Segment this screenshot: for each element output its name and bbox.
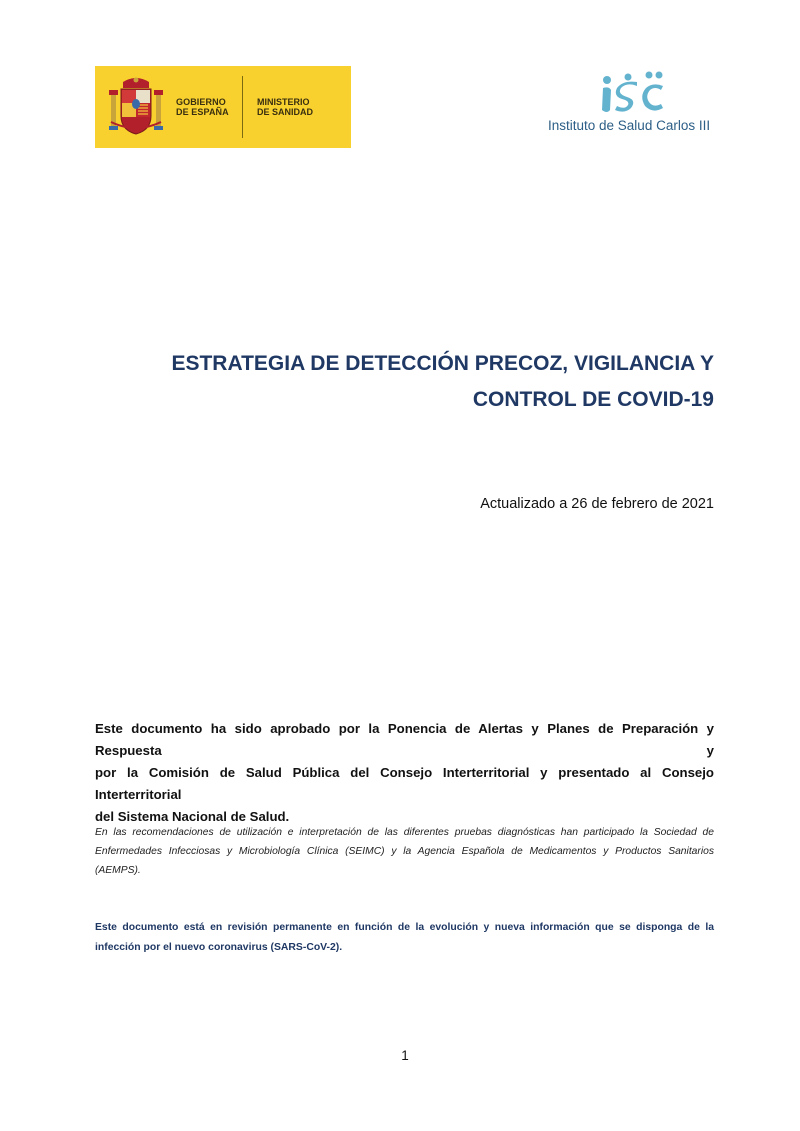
review-line-1: Este documento está en revisión permanente en función de la evolución y nueva información que se disponga de la xyxy=(95,922,714,933)
recommendation-line-1: En las recomendaciones de utilización e interpretación de las diferentes pruebas diagnósticas han participado la Sociedad de xyxy=(95,827,714,838)
review-notice xyxy=(95,918,714,958)
update-date: Actualizado a 26 de febrero de 2021 xyxy=(480,496,714,512)
gobierno-line-2: DE ESPAÑA xyxy=(176,107,229,117)
approval-line-1: Este documento ha sido aprobado por la Ponencia de Alertas y Planes de Preparación y Respuesta y xyxy=(95,721,714,758)
gobierno-logo xyxy=(95,66,351,148)
title-line-2: CONTROL DE COVID-19 xyxy=(472,388,714,411)
gobierno-line-1: GOBIERNO xyxy=(176,97,226,107)
isc-mark-icon xyxy=(597,70,667,116)
ministerio-line-2: DE SANIDAD xyxy=(257,107,314,117)
page-title xyxy=(154,346,714,418)
recommendation-line-3: (AEMPS). xyxy=(95,865,141,876)
isc-logo xyxy=(545,70,715,136)
approval-line-3: del Sistema Nacional de Salud. xyxy=(95,809,290,824)
review-line-2: infección por el nuevo coronavirus (SARS-CoV-2). xyxy=(95,942,343,953)
title-line-1: ESTRATEGIA DE DETECCIÓN PRECOZ, VIGILANCIA Y xyxy=(171,352,714,375)
page-number: 1 xyxy=(401,1048,409,1063)
logo-divider xyxy=(242,76,243,138)
ministerio-line-1: MINISTERIO xyxy=(257,97,310,107)
ministerio-text xyxy=(257,97,337,117)
coat-of-arms-icon xyxy=(107,76,165,138)
gobierno-text xyxy=(176,97,240,117)
recommendation-line-2: Enfermedades Infecciosas y Microbiología Clínica (SEIMC) y la Agencia Española de Medicamentos y Productos Sanitarios xyxy=(95,846,714,857)
isc-name: Instituto de Salud Carlos III xyxy=(548,118,711,133)
approval-paragraph xyxy=(95,718,714,828)
approval-line-2: por la Comisión de Salud Pública del Consejo Interterritorial y presentado al Consejo Interterritorial xyxy=(95,765,714,802)
recommendation-paragraph xyxy=(95,823,714,880)
